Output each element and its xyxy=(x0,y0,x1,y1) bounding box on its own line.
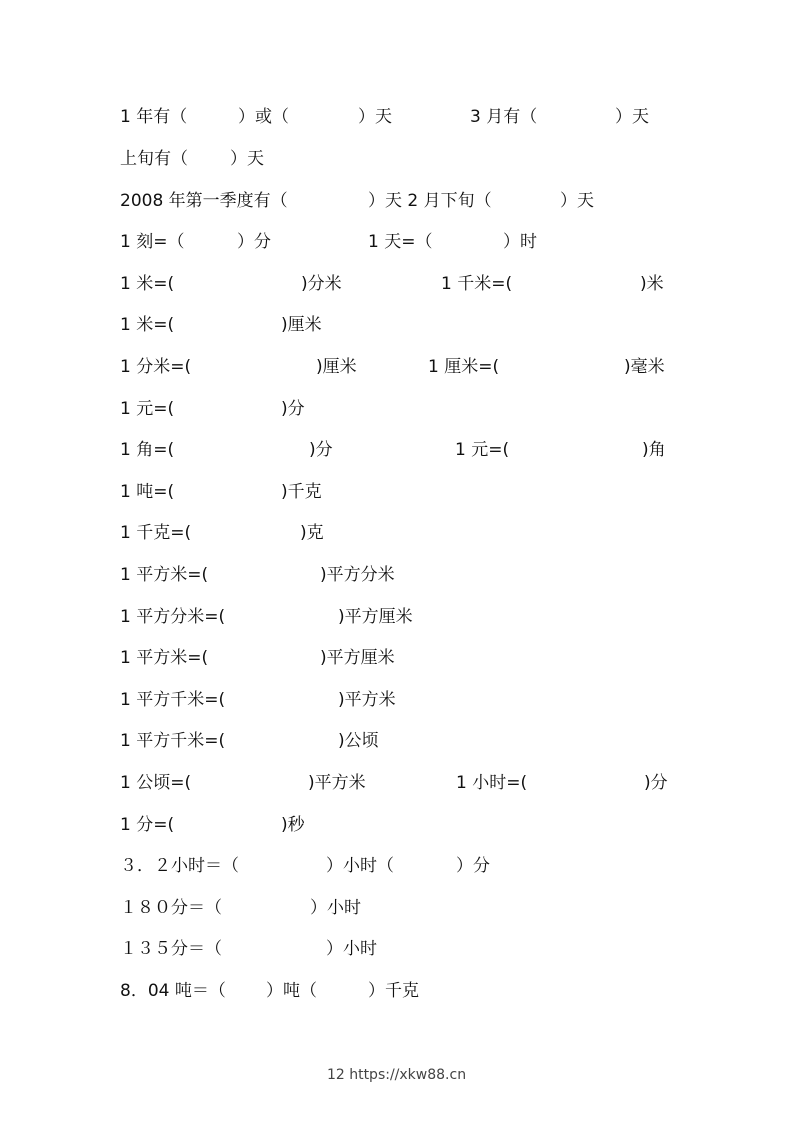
line-ton-kilogram xyxy=(0,479,322,505)
text-segment: 上旬有（ xyxy=(120,149,188,169)
line-jiao-fen xyxy=(0,437,666,463)
line-first-ten-days xyxy=(0,146,264,172)
text-segment: ）吨（ xyxy=(266,981,317,1001)
line-3-2-hours xyxy=(0,853,490,879)
line-135-minutes xyxy=(0,936,377,962)
text-segment: )分米 xyxy=(301,274,342,294)
line-sqkm-hectare xyxy=(0,728,379,754)
text-segment: 2008 年第一季度有（ xyxy=(120,191,288,211)
text-segment: 1 千克=( xyxy=(120,523,192,543)
text-segment: 1 角=( xyxy=(120,440,175,460)
text-segment: )厘米 xyxy=(281,315,322,335)
line-180-minutes xyxy=(0,895,361,921)
text-segment: 1 平方千米=( xyxy=(120,731,226,751)
text-segment: )分 xyxy=(281,399,305,419)
text-segment: ）天 xyxy=(358,107,392,127)
text-segment: )平方厘米 xyxy=(320,648,395,668)
text-segment: ）天 xyxy=(615,107,649,127)
text-segment: 1 分米=( xyxy=(120,357,192,377)
line-year-days xyxy=(0,104,649,130)
line-8-04-tons xyxy=(0,978,419,1004)
line-meter-decimeter xyxy=(0,271,664,297)
text-segment: 1 平方千米=( xyxy=(120,690,226,710)
text-segment: ）或（ xyxy=(238,107,289,127)
text-segment: 1 年有（ xyxy=(120,107,188,127)
text-segment: 1 吨=( xyxy=(120,482,175,502)
text-segment: ）天 xyxy=(230,149,264,169)
line-sqdm-sqcm xyxy=(0,604,413,630)
text-segment: 1 刻=（ xyxy=(120,232,185,252)
text-segment: ）时 xyxy=(503,232,537,252)
line-yuan-fen xyxy=(0,396,305,422)
text-segment: ）分 xyxy=(456,856,490,876)
text-segment: 1 平方米=( xyxy=(120,565,209,585)
text-segment: )分 xyxy=(644,773,668,793)
text-segment: ）天 2 月下旬（ xyxy=(368,191,492,211)
text-segment: )平方分米 xyxy=(320,565,395,585)
text-segment: )秒 xyxy=(281,815,305,835)
text-segment: 1 元=( xyxy=(120,399,175,419)
line-sqm-sqcm xyxy=(0,645,395,671)
line-sqkm-sqm xyxy=(0,687,396,713)
text-segment: ）小时 xyxy=(326,939,377,959)
line-meter-centimeter xyxy=(0,312,322,338)
line-decimeter-millimeter xyxy=(0,354,665,380)
text-segment: 3 月有（ xyxy=(470,107,538,127)
text-segment: 1 天=（ xyxy=(368,232,433,252)
line-quarter-days xyxy=(0,188,594,214)
text-segment: )公顷 xyxy=(338,731,379,751)
text-segment: 1 千米=( xyxy=(441,274,513,294)
text-segment: ３．２小时＝（ xyxy=(120,856,239,876)
text-segment: ）天 xyxy=(560,191,594,211)
line-minute-second xyxy=(0,812,305,838)
text-segment: )毫米 xyxy=(624,357,665,377)
page-footer: 12 https://xkw88.cn xyxy=(326,1067,467,1083)
line-quarter-hour xyxy=(0,229,537,255)
text-segment: ）千克 xyxy=(368,981,419,1001)
line-sqm-sqdm xyxy=(0,562,395,588)
text-segment: 1 公顷=( xyxy=(120,773,192,793)
text-segment: )平方米 xyxy=(308,773,366,793)
line-hectare-hour xyxy=(0,770,668,796)
text-segment: )千克 xyxy=(281,482,322,502)
text-segment: )米 xyxy=(640,274,664,294)
text-segment: 1 元=( xyxy=(455,440,510,460)
text-segment: ）小时（ xyxy=(326,856,394,876)
text-segment: 1 厘米=( xyxy=(428,357,500,377)
line-kilogram-gram xyxy=(0,520,324,546)
text-segment: 8．04 吨＝（ xyxy=(120,981,226,1001)
text-segment: 1 小时=( xyxy=(456,773,528,793)
text-segment: )平方厘米 xyxy=(338,607,413,627)
text-segment: )厘米 xyxy=(316,357,357,377)
text-segment: )平方米 xyxy=(338,690,396,710)
text-segment: １３５分＝（ xyxy=(120,939,222,959)
text-segment: 1 分=( xyxy=(120,815,175,835)
text-segment: 1 米=( xyxy=(120,315,175,335)
text-segment: 1 米=( xyxy=(120,274,175,294)
text-segment: １８０分＝（ xyxy=(120,898,222,918)
text-segment: 1 平方分米=( xyxy=(120,607,226,627)
text-segment: )分 xyxy=(309,440,333,460)
text-segment: ）小时 xyxy=(310,898,361,918)
text-segment: 1 平方米=( xyxy=(120,648,209,668)
text-segment: )克 xyxy=(300,523,324,543)
text-segment: )角 xyxy=(642,440,666,460)
text-segment: ）分 xyxy=(237,232,271,252)
